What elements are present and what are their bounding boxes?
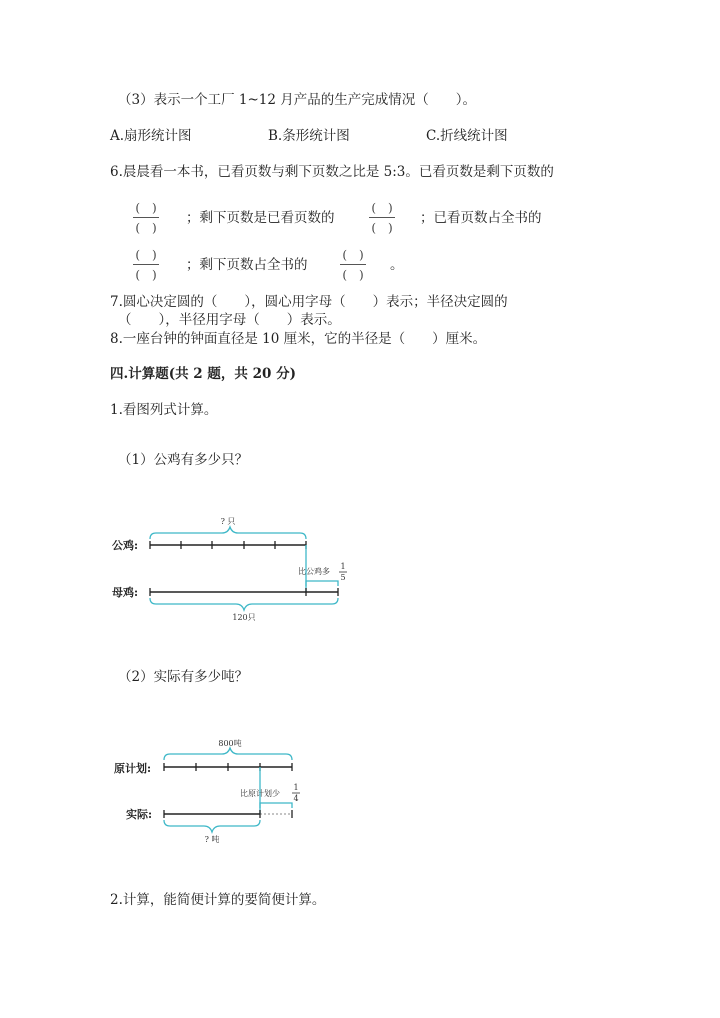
diagram1-row2-label: 母鸡: [112,586,139,599]
fraction-numerator: ( ) [342,248,364,262]
diagram1-note-denominator: 5 [340,573,346,582]
q7-line2: （ ），半径用字母（ ）表示。 [118,312,341,328]
diagram1-top-label: ? 只 [220,517,236,526]
diagram2-row2-label: 实际: [126,808,153,821]
diagram2-bottom-brace [164,820,260,832]
diagram1-bottom-label: 120只 [232,613,256,622]
fraction-denominator: ( ) [371,221,393,235]
calc1-sub2: （2）实际有多少吨？ [118,669,249,685]
q5-3-option-c: C.折线统计图 [426,128,508,144]
q6-seg1: ；剩下页数是已看页数的 [186,210,335,226]
diagram2-plan-brace [164,748,292,760]
diagram1-rooster-brace [150,527,306,539]
diagram1-extra-brace [306,581,338,586]
q7-line1: 7.圆心决定圆的（ ），圆心用字母（ ）表示；半径决定圆的 [110,294,508,310]
diagram2-note: 比原计划少 [240,789,280,798]
q5-3-option-a: A.扇形统计图 [110,128,192,144]
diagram2-note-numerator: 1 [293,783,299,792]
calc2-title: 2.计算，能简便计算的要简便计算。 [110,892,326,908]
fraction-numerator: ( ) [371,201,393,215]
section-title: 四.计算题(共 2 题，共 20 分) [110,366,296,382]
fraction-denominator: ( ) [135,268,157,282]
fraction-denominator: ( ) [342,268,364,282]
diagram2-row1-label: 原计划: [114,762,152,775]
q5-3-text: （3）表示一个工厂 1~12 月产品的生产完成情况（ ）。 [118,92,476,108]
diagram1-bottom-brace [150,598,338,610]
diagram1-note-numerator: 1 [340,562,346,571]
q6-seg4: 。 [390,257,404,273]
calc1-sub1: （1）公鸡有多少只？ [118,452,249,468]
fraction-numerator: ( ) [135,201,157,215]
diagram2-top-label: 800吨 [218,739,242,748]
fraction-denominator: ( ) [135,221,157,235]
q6-seg3: ；剩下页数占全书的 [186,257,308,273]
diagram1-note: 比公鸡多 [298,567,330,576]
q8-text: 8.一座台钟的钟面直径是 10 厘米，它的半径是（ ）厘米。 [110,331,487,347]
q5-3-option-b: B.条形统计图 [268,128,350,144]
calc1-title: 1.看图列式计算。 [110,402,218,418]
q6-line1: 6.晨晨看一本书，已看页数与剩下页数之比是 5:3。已看页数是剩下页数的 [110,164,554,180]
q6-seg2: ；已看页数占全书的 [420,210,542,226]
diagram2-bottom-label: ? 吨 [204,835,220,844]
diagram2-note-denominator: 4 [293,794,299,803]
fraction-numerator: ( ) [135,248,157,262]
diagram2-shortfall-brace [260,803,292,808]
diagram1-row1-label: 公鸡: [112,539,139,552]
